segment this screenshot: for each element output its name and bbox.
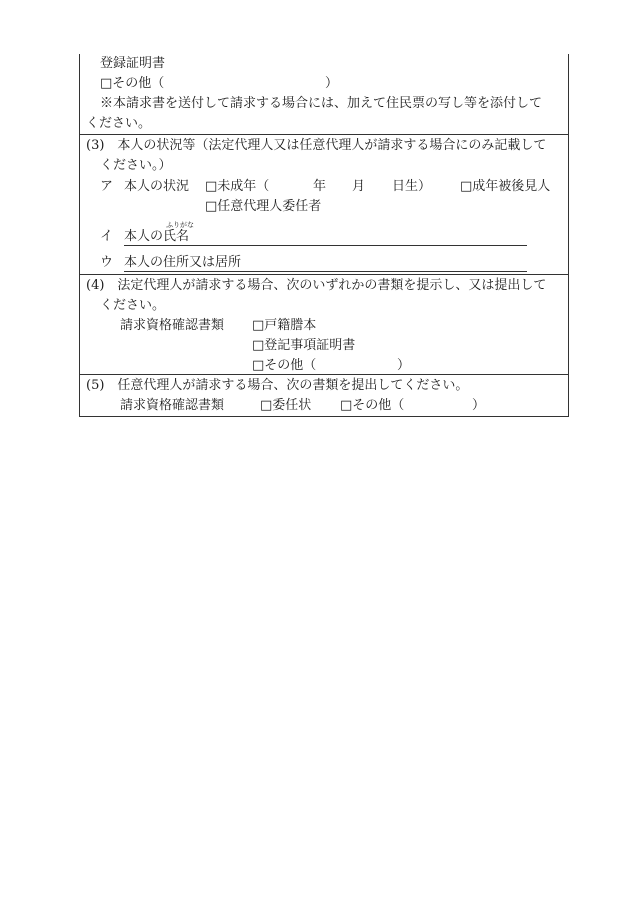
family-register-checkbox[interactable]: □戸籍謄本 bbox=[252, 318, 317, 333]
adult-ward-checkbox[interactable]: □成年被後見人 bbox=[460, 179, 551, 194]
principal-status-label: 本人の状況 bbox=[124, 179, 190, 194]
item-a-mark: ア bbox=[100, 179, 114, 194]
section-previous-continued bbox=[79, 54, 569, 135]
principal-address-field[interactable] bbox=[124, 271, 527, 272]
section-4-other-close-paren: ） bbox=[397, 358, 411, 373]
section-4-docs-label: 請求資格確認書類 bbox=[120, 318, 225, 333]
section-5-voluntary-representative bbox=[79, 375, 569, 417]
other-close-paren: ） bbox=[325, 76, 339, 91]
item-u-mark: ウ bbox=[100, 255, 114, 270]
attachment-note-line2: ください。 bbox=[86, 116, 152, 131]
section-5-heading: (5) 任意代理人が請求する場合、次の書類を提出してください。 bbox=[86, 378, 469, 393]
section-4-heading: (4) 法定代理人が請求する場合、次のいずれかの書類を提示し、又は提出して bbox=[86, 278, 547, 293]
section-4-other-checkbox[interactable]: □その他（ bbox=[252, 358, 317, 373]
principal-checkbox[interactable]: □任意代理人委任者 bbox=[205, 199, 322, 214]
birth-day-label: 日生） bbox=[392, 179, 432, 194]
attachment-note-line1: ※本請求書を送付して請求する場合には、加えて住民票の写し等を添付して bbox=[100, 96, 543, 111]
minor-checkbox[interactable]: □未成年（ bbox=[205, 179, 270, 194]
doc-type-registration-certificate: 登録証明書 bbox=[100, 56, 166, 71]
section-3-principal-status bbox=[79, 135, 569, 275]
section-3-heading-cont: ください。） bbox=[100, 158, 172, 173]
registry-certificate-checkbox[interactable]: □登記事項証明書 bbox=[252, 338, 356, 353]
power-of-attorney-checkbox[interactable]: □委任状 bbox=[260, 398, 312, 413]
month-label: 月 bbox=[352, 179, 366, 194]
request-form bbox=[79, 54, 569, 417]
other-checkbox-label[interactable]: □その他（ bbox=[100, 76, 165, 91]
section-4-heading-cont: ください。 bbox=[100, 298, 166, 313]
principal-name-field[interactable] bbox=[124, 245, 527, 246]
furigana-label: ふりがな bbox=[166, 221, 194, 229]
year-label: 年 bbox=[313, 179, 327, 194]
principal-address-label: 本人の住所又は居所 bbox=[124, 255, 242, 270]
section-4-legal-representative bbox=[79, 275, 569, 375]
section-3-heading: (3) 本人の状況等（法定代理人又は任意代理人が請求する場合にのみ記載して bbox=[86, 138, 547, 153]
item-i-mark: イ bbox=[100, 229, 114, 244]
section-5-other-close-paren: ） bbox=[472, 398, 486, 413]
section-5-docs-label: 請求資格確認書類 bbox=[120, 398, 225, 413]
principal-name-label: 本人の氏名 bbox=[124, 229, 190, 244]
section-5-other-checkbox[interactable]: □その他（ bbox=[340, 398, 405, 413]
